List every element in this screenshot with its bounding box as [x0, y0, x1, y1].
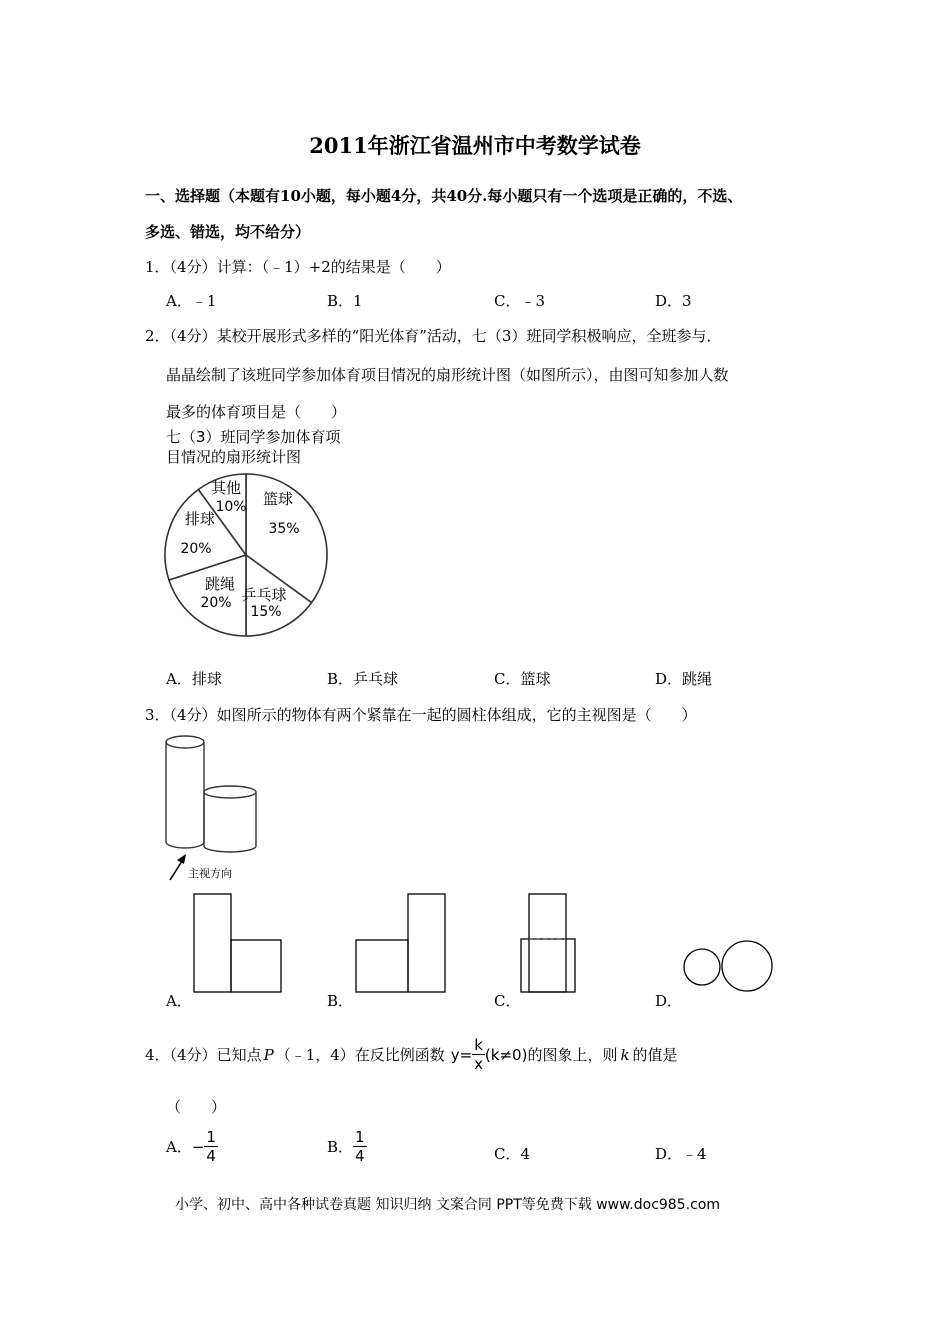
- q4-option-a-label: A．: [166, 1138, 192, 1156]
- tall-cylinder-body: [166, 742, 204, 848]
- cylinders-figure: [160, 730, 270, 890]
- q3-option-b: B．: [327, 992, 354, 1010]
- view-direction-label: 主视方向: [188, 867, 232, 880]
- q4-option-b: [327, 1128, 367, 1165]
- short-cylinder-body: [204, 792, 256, 852]
- q4-paren: （ ）: [166, 1098, 227, 1116]
- q1-option-b: B．1: [327, 292, 363, 310]
- pie-chart-title: [166, 427, 341, 467]
- q4-stem-pre: 4．（4分）已知点: [145, 1046, 262, 1064]
- q4-func-y: y=: [450, 1045, 473, 1064]
- q4-option-a-fraction: [204, 1128, 218, 1165]
- q4-func-numerator: k: [474, 1036, 483, 1054]
- section-heading-line1: 一、选择题（本题有10小题，每小题4分，共40分.每小题只有一个选项是正确的，不选、: [145, 187, 743, 205]
- footer-text: 小学、初中、高中各种试卷真题 知识归纳 文案合同 PPT等免费下载 www.doc985.com: [175, 1197, 720, 1213]
- q4-var-k: k: [620, 1045, 630, 1064]
- q2-option-c: C．篮球: [494, 670, 551, 688]
- q4-func-denominator: x: [474, 1055, 484, 1073]
- q3-view-a: [190, 890, 290, 1000]
- q2-stem-line2: 晶晶绘制了该班同学参加体育项目情况的扇形统计图（如图所示），由图可知参加人数: [166, 366, 729, 384]
- pie-label-value-0: 35%: [268, 521, 300, 537]
- q3-stem: 3．（4分）如图所示的物体有两个紧靠在一起的圆柱体组成，它的主视图是（ ）: [145, 706, 697, 724]
- q3-option-d: D．: [655, 992, 683, 1010]
- q2-option-d: D．跳绳: [655, 670, 713, 688]
- q3-view-b: [350, 890, 450, 1000]
- q4-func-condition: (k≠0): [484, 1045, 528, 1064]
- q3-option-a: A．: [166, 992, 192, 1010]
- page-title: 2011年浙江省温州市中考数学试卷: [309, 133, 641, 158]
- pie-label-value-2: 20%: [200, 595, 232, 611]
- q3-view-d: [678, 935, 778, 1000]
- q1-option-d: D．3: [655, 292, 692, 310]
- q1-stem: 1．（4分）计算：（﹣1）+2的结果是（ ）: [145, 258, 451, 276]
- q1-option-a: A．﹣1: [166, 292, 217, 310]
- q4-func-fraction: [472, 1036, 485, 1073]
- q4-option-b-denominator: 4: [355, 1147, 365, 1165]
- q4-stem: [145, 1036, 678, 1073]
- q3-view-c: [516, 890, 586, 1000]
- pie-label-name-1: 乒乓球: [241, 586, 287, 604]
- q4-option-b-numerator: 1: [355, 1128, 365, 1146]
- q4-option-a-sign: −: [191, 1137, 205, 1156]
- q4-point: P: [263, 1045, 274, 1064]
- pie-label-name-0: 篮球: [262, 490, 294, 508]
- pie-chart: [160, 470, 340, 640]
- tall-cylinder-top: [166, 736, 204, 748]
- q4-option-c: C．4: [494, 1145, 531, 1163]
- pie-label-name-2: 跳绳: [204, 575, 236, 593]
- q4-option-a-numerator: 1: [206, 1128, 216, 1146]
- q2-stem-line3: 最多的体育项目是（ ）: [166, 403, 347, 421]
- q2-stem-line1: 2．（4分）某校开展形式多样的“阳光体育”活动，七（3）班同学积极响应，全班参与．: [145, 327, 722, 345]
- section-heading-line2: 多选、错选，均不给分）: [145, 223, 311, 241]
- pie-label-name-4: 其他: [210, 479, 242, 497]
- q4-option-d: D．﹣4: [655, 1145, 707, 1163]
- pie-chart-title-line1: 七（3）班同学参加体育项: [166, 428, 341, 446]
- q4-option-b-fraction: [353, 1128, 367, 1165]
- q4-coords: （﹣1，4）在反比例函数: [275, 1046, 445, 1064]
- q3-option-c: C．: [494, 992, 521, 1010]
- q1-option-c: C．﹣3: [494, 292, 546, 310]
- short-cylinder-top: [204, 786, 256, 798]
- pie-label-name-3: 排球: [184, 510, 216, 528]
- q4-stem-end: 的值是: [632, 1046, 678, 1064]
- pie-label-value-1: 15%: [250, 604, 282, 620]
- q2-option-b: B．乒乓球: [327, 670, 399, 688]
- view-direction-arrow: [170, 854, 186, 880]
- q4-option-a-denominator: 4: [206, 1147, 216, 1165]
- q4-stem-post: 的图象上，则: [527, 1046, 618, 1064]
- pie-label-value-3: 20%: [180, 541, 212, 557]
- pie-label-value-4: 10%: [215, 499, 247, 515]
- q2-option-a: A．排球: [166, 670, 222, 688]
- q4-option-a: [166, 1128, 218, 1165]
- pie-chart-title-line2: 目情况的扇形统计图: [166, 448, 302, 466]
- q4-option-b-label: B．: [327, 1138, 354, 1156]
